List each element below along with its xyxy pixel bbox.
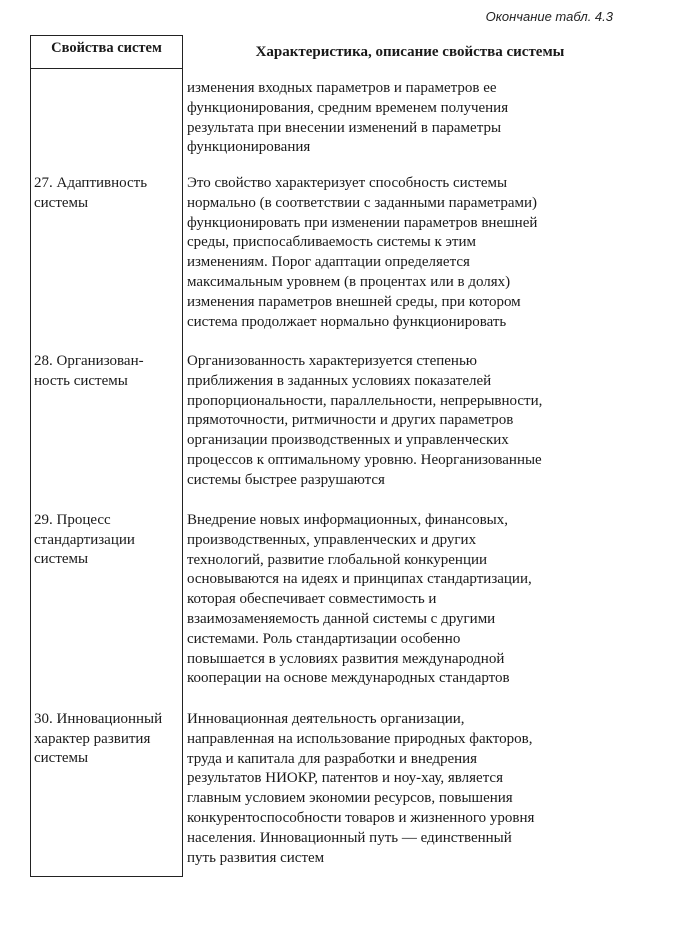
continued-description: [187, 79, 617, 158]
description-line: результата при внесении изменений в параметры: [187, 119, 502, 136]
description-line: организации производственных и управленческих: [187, 432, 509, 449]
description-line: кооперации на основе международных стандартов: [187, 670, 510, 687]
property-name-27: [34, 174, 182, 213]
header-divider: [30, 68, 183, 69]
property-name-30: [34, 710, 182, 769]
description-line: результатов НИОКР, патентов и ноу-хау, является: [187, 770, 503, 787]
property-name-29: [34, 511, 182, 570]
description-line: Это свойство характеризует способность системы: [187, 175, 508, 191]
property-name-line: 30. Инновационный: [34, 711, 163, 727]
property-description-29: [187, 511, 617, 689]
description-line: изменения параметров внешней среды, при котором: [187, 293, 521, 310]
description-line: которая обеспечивает совместимость и: [187, 591, 437, 608]
property-name-28: [34, 352, 182, 391]
description-line: нормально (в соответствии с заданными параметрами): [187, 194, 538, 211]
description-line: процессов к оптимальному уровню. Неорганизованные: [187, 451, 542, 468]
table-continuation-label: Окончание табл. 4.3: [485, 9, 613, 24]
description-line: среды, приспосабливаемость системы к этим: [187, 234, 477, 251]
description-line: максимальным уровнем (в процентах или в долях): [187, 273, 511, 290]
description-line: функционировать при изменении параметров внешней: [187, 214, 538, 231]
property-description-27: [187, 174, 617, 332]
description-line: изменениям. Порог адаптации определяется: [187, 254, 470, 271]
description-line: повышается в условиях развития международной: [187, 650, 505, 667]
description-line: системы быстрее разрушаются: [187, 471, 385, 488]
property-description-30: [187, 710, 617, 868]
description-line: населения. Инновационный путь — единственный: [187, 829, 512, 846]
description-line: главным условием экономии ресурсов, повышения: [187, 790, 513, 807]
description-line: пропорциональности, параллельности, непрерывности,: [187, 392, 543, 409]
description-line: труда и капитала для разработки и внедрения: [187, 750, 478, 767]
description-line: производственных, управленческих и других: [187, 531, 477, 548]
description-line: функционирования: [187, 139, 311, 156]
description-line: система продолжает нормально функционировать: [187, 313, 507, 330]
description-line: конкурентоспособности товаров и жизненного уровня: [187, 809, 535, 826]
property-name-line: системы: [34, 194, 89, 211]
description-line: Инновационная деятельность организации,: [187, 711, 465, 727]
property-name-line: 28. Организован-: [34, 353, 144, 369]
description-line: системами. Роль стандартизации особенно: [187, 630, 461, 647]
property-name-line: системы: [34, 551, 89, 567]
description-line: приближения в заданных условиях показателей: [187, 372, 492, 389]
property-name-line: 27. Адаптивность: [34, 175, 148, 191]
description-line: Организованность характеризуется степенью: [187, 353, 478, 369]
header-property: Свойства систем: [51, 40, 162, 56]
description-line: Внедрение новых информационных, финансовых,: [187, 512, 508, 528]
property-name-line: системы: [34, 750, 89, 766]
header-description: Характеристика, описание свойства системы: [255, 44, 565, 60]
description-line: путь развития систем: [187, 849, 325, 866]
description-line: взаимозаменяемость данной системы с другими: [187, 610, 496, 627]
description-line: основываются на идеях и принципах стандартизации,: [187, 571, 532, 588]
property-name-line: стандартизации: [34, 531, 135, 548]
property-name-line: ность системы: [34, 372, 128, 389]
description-line: функционирования, средним временем получения: [187, 99, 509, 116]
description-line: направленная на использование природных факторов,: [187, 730, 533, 747]
description-line: изменения входных параметров и параметров ее: [187, 80, 497, 96]
property-description-28: [187, 352, 617, 491]
property-name-line: 29. Процесс: [34, 512, 111, 528]
property-name-line: характер развития: [34, 730, 151, 747]
description-line: прямоточности, ритмичности и других параметров: [187, 412, 514, 429]
description-line: технологий, развитие глобальной конкуренции: [187, 551, 488, 568]
